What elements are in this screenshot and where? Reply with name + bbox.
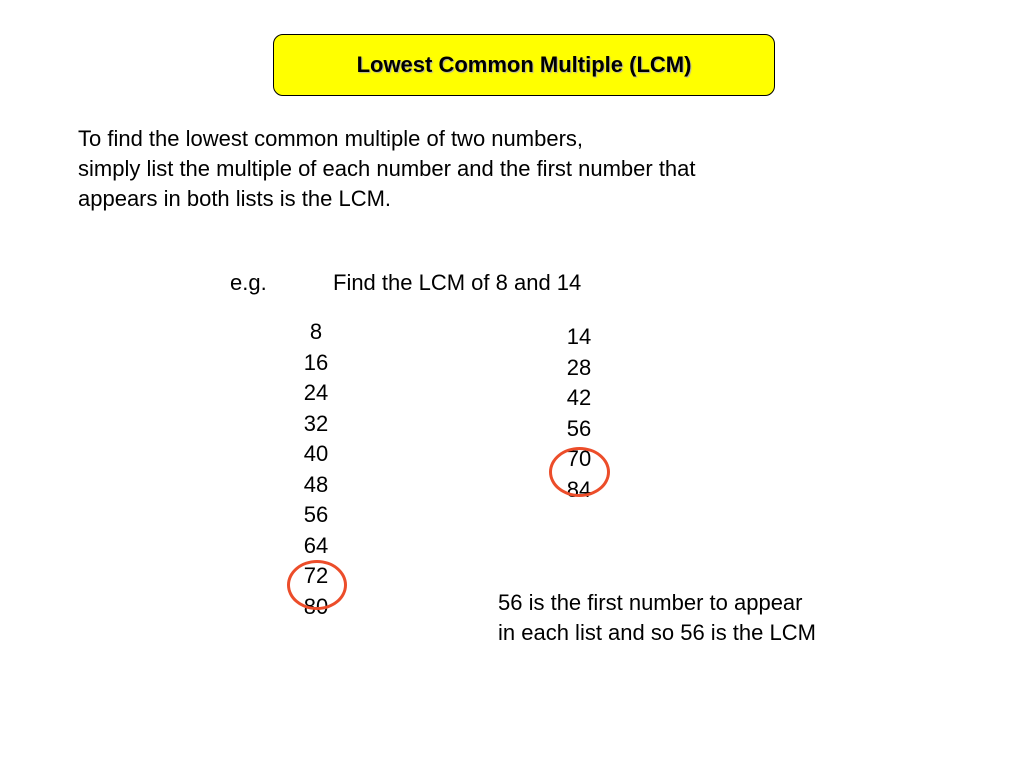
list-item: 56	[566, 415, 592, 441]
title-box	[273, 34, 775, 96]
page-title: Lowest Common Multiple (LCM)	[356, 52, 692, 77]
list-item: 70	[566, 446, 592, 471]
multiples-of-8-list	[291, 317, 341, 622]
list-item: 14	[566, 324, 592, 349]
example-question: Find the LCM of 8 and 14	[333, 270, 582, 295]
example-prefix: e.g.	[230, 270, 267, 295]
list-item: 32	[303, 410, 329, 436]
intro-paragraph	[78, 124, 838, 214]
list-item: 48	[303, 471, 329, 497]
list-item: 56	[303, 502, 329, 527]
list-item: 64	[303, 532, 329, 558]
list-item: 16	[303, 349, 329, 375]
list-item: 80	[303, 593, 329, 619]
intro-line-1: To find the lowest common multiple of two numbers,	[78, 126, 584, 151]
list-item: 72	[303, 563, 329, 588]
conclusion-line-2: in each list and so 56 is the LCM	[498, 620, 816, 645]
conclusion-line-1: 56 is the first number to appear	[498, 590, 803, 615]
example-line	[230, 268, 581, 298]
list-item: 24	[303, 380, 329, 405]
list-item: 28	[566, 354, 592, 380]
intro-line-2: simply list the multiple of each number and the first number that	[78, 156, 696, 181]
list-item: 8	[309, 319, 323, 344]
conclusion-text	[498, 588, 816, 648]
list-item: 42	[566, 385, 592, 410]
intro-line-3: appears in both lists is the LCM.	[78, 186, 392, 211]
list-item: 40	[303, 441, 329, 466]
multiples-of-14-list	[554, 322, 604, 505]
list-item: 84	[566, 476, 592, 502]
